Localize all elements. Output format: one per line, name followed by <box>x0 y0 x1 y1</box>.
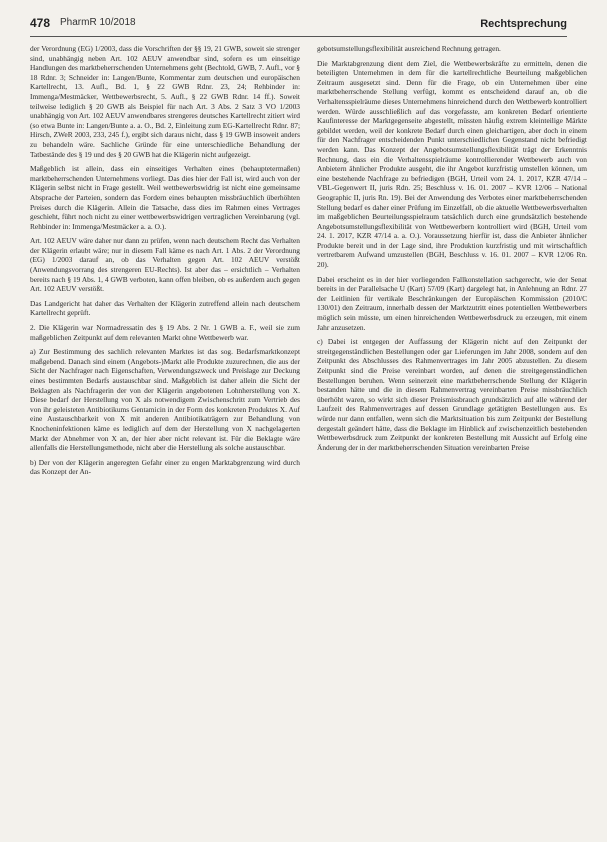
paragraph: Art. 102 AEUV wäre daher nur dann zu prüfen, wenn nach deutschem Recht das Verhalten der Klägerin erlaubt wäre; nur in diesem Fall käme es nach Art. 1 Abs. 2 der Verordnung (EG) 1/2003 darauf an, ob das Verhalten gegen Art. 102 AEUV verstößt (Anwendungsvorrang des strengeren EU-Rechts). Ist aber das – ersichtlich – Verhalten bereits nach § 19 Abs. 1, 4 GWB verboten, kann offen bleiben, ob es außerdem auch gegen Art. 102 AEUV verstößt. <box>30 236 300 294</box>
page-header <box>30 14 567 37</box>
paragraph: Das Landgericht hat daher das Verhalten der Klägerin zutreffend allein nach deutschem Kartellrecht geprüft. <box>30 298 300 318</box>
paragraph: Dabei erscheint es in der hier vorliegenden Fallkonstellation sachgerecht, wie der Senat bereits in der Parallelsache U (Kart) 57/09 (Kart) dargelegt hat, in Anlehnung an Rdnr. 27 der Leitlinien für vertikale Beschränkungen der Europäischen Kommission (2010/C 130/01) den Zeitraum, innerhalb dessen der Marktzutritt eines potentiellen Wettbewerbers möglich sein müsste, um einen hinreichenden Wettbewerbsdruck zu erzeugen, mit einem Jahr anzusetzen. <box>317 274 587 332</box>
paragraph: c) Dabei ist entgegen der Auffassung der Klägerin nicht auf den Zeitpunkt der streitgegenständlichen Bestellungen oder gar Lieferungen im Jahr 2008, sondern auf den Zeitpunkt des Abschlusses des Rahmenvertrages im Jahr 2005 abzustellen. Zu diesem Zeitpunkt sind die Preise vereinbart worden, auf denen die streitgegenständlichen Bestellungen beruhen. Wenn seinerzeit eine marktbeherrschende Stellung der Klägerin bestanden hätte und die in diesem Rahmenvertrag vereinbarten Preise missbräuchlich überhöht waren, so wirkt sich dieser Preismissbrauch grundsätzlich auf alle während der Laufzeit des Rahmenvertrages auf dessen Grundlage getätigten Bestellungen aus. Es würde nur dann entfallen, wenn sich die Marktsituation bis zum Zeitpunkt der Bestellung dergestalt geändert hätte, dass die Beklagte im Hinblick auf zwischenzeitlich bestehenden Wettbewerbsdruck zum Zeitpunkt der konkreten Bestellung mit Aussicht auf Erfolg eine Änderung der in der marktbeherrschenden Situation vereinbarten Preise <box>317 337 587 452</box>
paragraph: gebotsumstellungsflexibilität ausreichend Rechnung getragen. <box>317 44 501 53</box>
paragraph: b) Der von der Klägerin angeregten Gefahr einer zu engen Marktabgrenzung wird durch das Konzept der An- <box>30 457 300 477</box>
right-column <box>317 44 587 836</box>
journal-reference: PharmR 10/2018 <box>60 17 136 28</box>
paragraph: 2. Die Klägerin war Normadressatin des § 19 Abs. 2 Nr. 1 GWB a. F., weil sie zum maßgeblichen Zeitpunkt auf dem relevanten Markt ohne Wettbewerb war. <box>30 323 300 342</box>
page-number: 478 <box>30 16 51 30</box>
paragraph: Die Marktabgrenzung dient dem Ziel, die Wettbewerbskräfte zu ermitteln, denen die beteiligten Unternehmen in dem für die kartellrechtliche Beurteilung maßgeblichen Zeitraum ausgesetzt sind. Denn für die Frage, ob ein Unternehmen über eine marktbeherrschende Stellung verfügt, kommt es entscheidend darauf an, ob die Verhaltensspielräume dieses Unternehmens hinreichend durch den Wettbewerb kontrolliert werden. Würde ausschließlich auf das vorgefasste, am konkreten Bedarf orientierte Kaufinteresse der Marktgegenseite abgestellt, müssten häufig extrem kleinteilige Märkte gebildet werden, weil der konkrete Bedarf durch einen gleichartigen, aber doch in einem für den Nachfrager entscheidenden Punkt unterschiedlichen Gegenstand nicht befriedigt werden kann. Das Konzept der Angebotsumstellungsflexibilität trägt der Erkenntnis Rechnung, dass ein die Verhaltensspielräume kontrollierender Wettbewerb auch von Anbietern ähnlicher Produkte ausgeht, die ihr Angebot kurzfristig umstellen können, um eine bestehende Nachfrage zu befriedigen (BGH, Urteil vom 24. 1. 2017, KZR 47/14 – VBL-Gegenwert II, juris Rdn. 25; Beschluss v. 16. 01. 2007 – KVR 12/06 – National Geographic II, juris Rn. 19). Bei der Anwendung des Verbotes einer marktbeherrschenden Stellung bedarf es daher einer Prüfung im Einzelfall, ob die aktuelle Wettbewerbsverhalten im maßgeblichen Beurteilungsspielraum tatsächlich durch eine grundsätzlich bestehende Angebotsumstellungsflexibilität von Wettbewerbern kontrolliert wird (BGH, Urteil vom 24. 1. 2017, KZR 47/14 a. a. O.). Voraussetzung hierfür ist, dass die Anbieter ähnlicher Produkte bereit und in der Lage sind, ihre Produktion kurzfristig und mit wirtschaftlich vertretbarem Aufwand umzustellen (BGH, Beschluss v. 16. 01. 2007 – KVR 12/06 Rn. 20). <box>317 58 587 270</box>
paragraph: Maßgeblich ist allein, dass ein einseitiges Verhalten eines (behauptetermaßen) marktbeherrschenden Unternehmens vorliegt. Das dies hier der Fall ist, wird auch von der Klägerin selbst nicht in Frage gestellt. Weil wettbewerbswidrig ist nicht eine gemeinsame Absprache der Parteien, sondern das Fordern eines behaupten missbräuchlich überhöhten Preises durch die Klägerin. Allein die Tatsache, dass dies im Rahmen eines Vertrages geschieht, führt noch nicht zu einer wettbewerbswidrigen vertraglichen Vereinbarung (vgl. Rehbinder in: Immenga/Mestmäcker a. a. O.). <box>30 164 300 231</box>
paragraph: a) Zur Bestimmung des sachlich relevanten Marktes ist das sog. Bedarfsmarktkonzept maßgebend. Danach sind einem (Angebots-)Markt alle Produkte zuzurechnen, die aus der Sicht der Nachfrager nach Eigenschaften, Verwendungszweck und Preislage zur Deckung eines bestimmten Bedarfs austauschbar sind. Maßgeblich ist daher allein die Sicht der Beklagten als Nachfragerin der von der Klägerin angebotenen Lohnherstellung von X. Diese bedarf der Herstellung von X als notwendigem Zwischenschritt zum Vertrieb des von ihr geleisteten Antibiotikums Gentamicin in der Form des konkreten Produktes X. Auf eine Austauschbarkeit von X mit anderen Antibiotikaträgern zur Behandlung von Knocheninfektionen käme es lediglich auf dem der Herstellung von X nachgelagerten Markt der Abnehmer von X an, der hier aber nicht relevant ist. Für die Beklagte wäre allenfalls die Herstellungsmethode, nicht aber die Herstellung als solche austauschbar. <box>30 347 300 453</box>
section-title: Rechtsprechung <box>480 18 567 30</box>
left-column <box>30 44 300 836</box>
paragraph: der Verordnung (EG) 1/2003, dass die Vorschriften der §§ 19, 21 GWB, soweit sie strenger sind, unabhängig neben Art. 102 AEUV anwendbar sind, sofern es um einseitige Handlungen des marktbeherrschenden Unternehmens geht (Bechtold, GWB, 7. Aufl., vor § 18 Rdnr. 3; Schneider in: Langen/Bunte, Kommentar zum deutschen und europäischen Kartellrecht, 13. Aufl., Bd. 1, § 22 GWB Rdnr. 23, 24; Rehbinder in: Immenga/Mestmäcker, Wettbewerbsrecht, 5. Aufl., § 22 GWB Rdnr. 14 ff.). Soweit teilweise lediglich § 20 GWB als Beispiel für nach Art. 3 Abs. 2 Satz 3 VO 1/2003 unabhängig von Art. 102 AEUV anwendbares strengeres deutsches Kartellrecht zitiert wird (so etwa Bunte in: Langen/Bunte a. a. O., Bd. 2, Einleitung zum EG-Kartellrecht Rdnr. 87; Hirsch, ZWeR 2003, 233, 245 f.), ergibt sich daraus nicht, dass § 19 GWB insoweit anders zu behandeln wäre. Sachliche Gründe für eine unterschiedliche Behandlung der Tatbestände des § 19 und des § 20 GWB hat die Klägerin nicht aufgezeigt. <box>30 44 300 159</box>
